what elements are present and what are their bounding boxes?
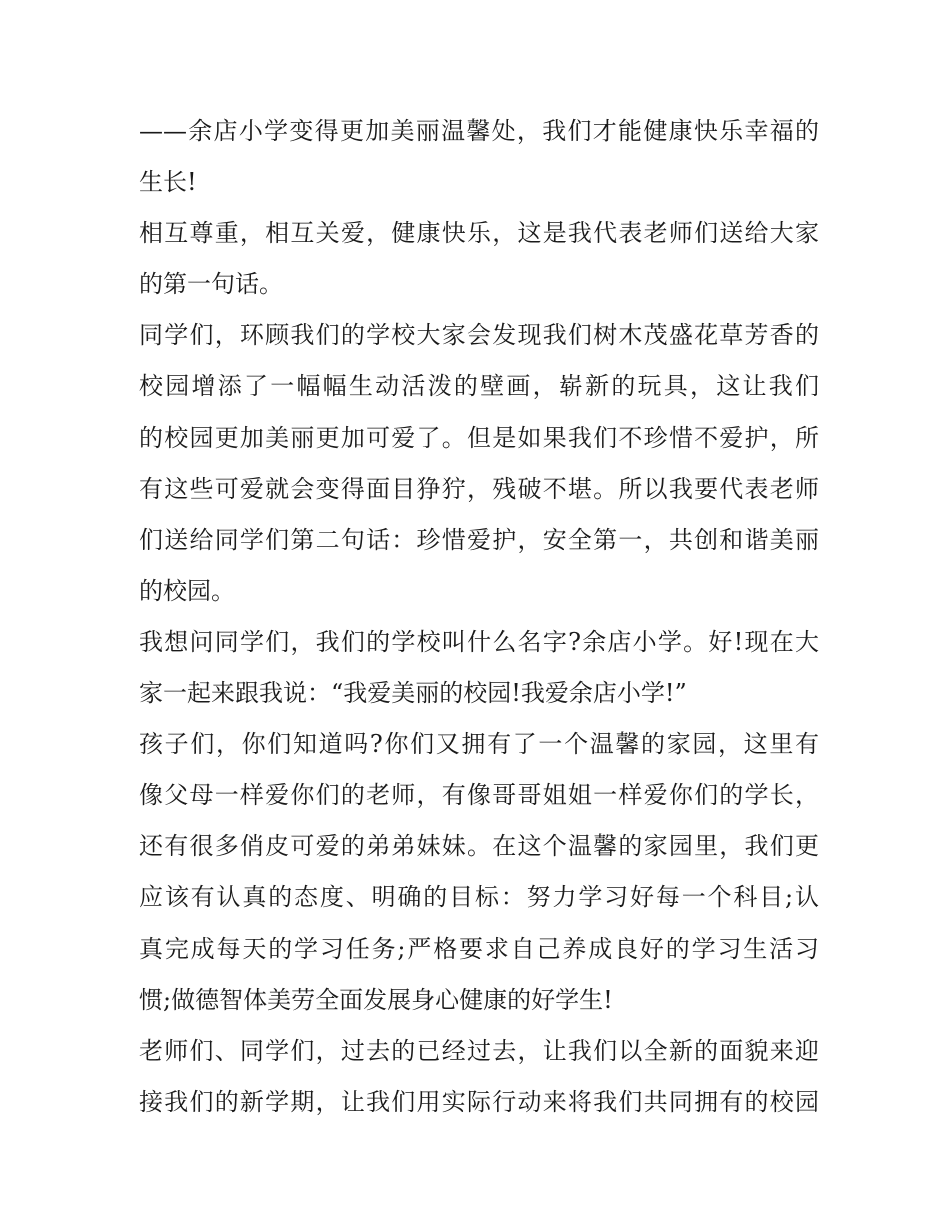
body-text xyxy=(139,106,819,1128)
text-line: 的第一句话。 xyxy=(139,270,283,299)
text-line: 的校园。 xyxy=(139,576,235,605)
text-line: 真完成每天的学习任务;严格要求自己养成良好的学习生活习 xyxy=(139,934,819,963)
text-line: 同学们，环顾我们的学校大家会发现我们树木茂盛花草芳香的 xyxy=(139,321,819,350)
text-line: 生长! xyxy=(139,168,197,197)
text-line: ——余店小学变得更加美丽温馨处，我们才能健康快乐幸福的 xyxy=(139,117,819,145)
text-line: 相互尊重，相互关爱，健康快乐，这是我代表老师们送给大家 xyxy=(139,219,819,248)
text-line: 家一起来跟我说：“我爱美丽的校园!我爱余店小学!” xyxy=(139,679,687,708)
text-line: 接我们的新学期，让我们用实际行动来将我们共同拥有的校园 xyxy=(139,1087,819,1116)
text-line: 有这些可爱就会变得面目狰狞，残破不堪。所以我要代表老师 xyxy=(139,474,819,503)
text-line: 惯;做德智体美劳全面发展身心健康的好学生! xyxy=(139,985,613,1014)
text-line: 老师们、同学们，过去的已经过去，让我们以全新的面貌来迎 xyxy=(139,1036,819,1065)
text-line: 们送给同学们第二句话：珍惜爱护，安全第一，共创和谐美丽 xyxy=(139,525,819,554)
text-line: 校园增添了一幅幅生动活泼的壁画，崭新的玩具，这让我们 xyxy=(139,372,819,401)
text-line: 应该有认真的态度、明确的目标：努力学习好每一个科目;认 xyxy=(139,883,819,912)
text-line: 还有很多俏皮可爱的弟弟妹妹。在这个温馨的家园里，我们更 xyxy=(139,832,819,861)
text-line: 我想问同学们，我们的学校叫什么名字?余店小学。好!现在大 xyxy=(139,627,819,656)
text-line: 的校园更加美丽更加可爱了。但是如果我们不珍惜不爱护，所 xyxy=(139,423,819,452)
text-line: 像父母一样爱你们的老师，有像哥哥姐姐一样爱你们的学长， xyxy=(139,781,819,810)
text-line: 孩子们，你们知道吗?你们又拥有了一个温馨的家园，这里有 xyxy=(139,730,819,759)
